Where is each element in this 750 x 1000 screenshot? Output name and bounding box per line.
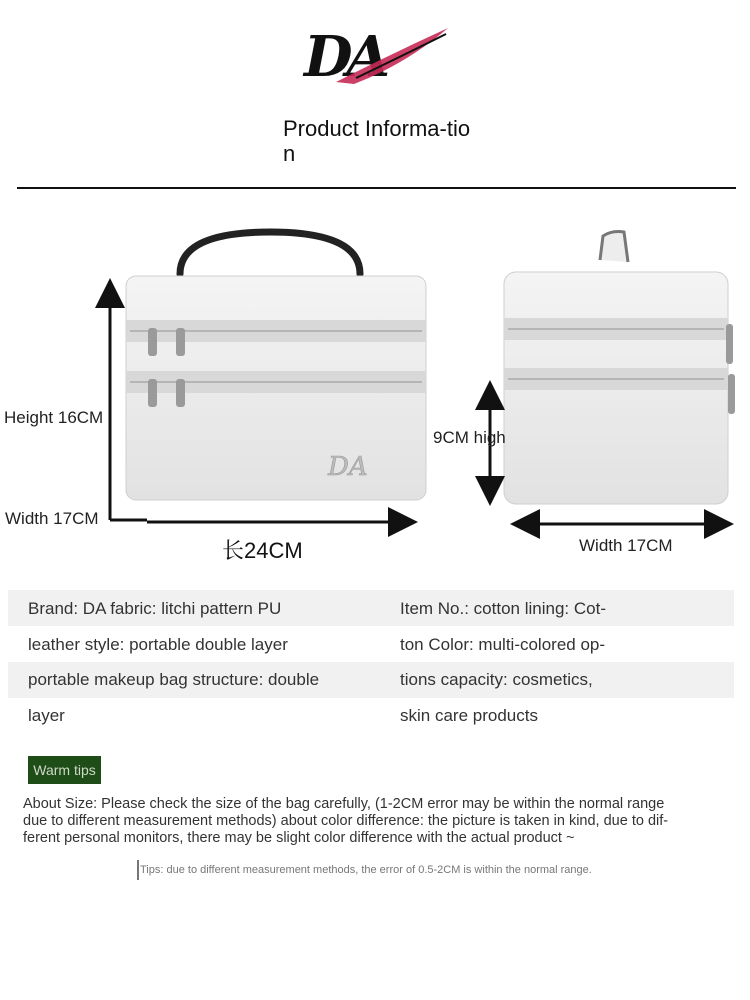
bag-illustration <box>0 200 750 580</box>
height-label: Height 16CM <box>4 408 104 427</box>
brand-logo-text: DA <box>304 24 385 88</box>
spec-column-left <box>28 591 358 733</box>
footnote-text: Tips: due to different measurement methods, the error of 0.5-2CM is within the normal range. <box>140 864 592 876</box>
zipper-pull <box>148 379 157 407</box>
about-size-text <box>23 796 713 847</box>
spec-line: portable makeup bag structure: double <box>28 670 320 689</box>
bag-side-view <box>504 232 735 505</box>
about-line: About Size: Please check the size of the bag carefully, (1-2CM error may be within the normal range <box>23 796 665 812</box>
width-label-left: Width 17CM <box>5 509 99 528</box>
spec-line: Brand: DA fabric: litchi pattern PU <box>28 599 282 618</box>
spec-line: skin care products <box>400 705 538 725</box>
page-title: Product Informa-tion <box>283 116 471 166</box>
bag-front-view <box>126 232 426 500</box>
zipper-pull <box>176 379 185 407</box>
zipper-pull <box>176 328 185 356</box>
layer-height-label: 9CM high <box>433 428 506 447</box>
title-divider <box>17 187 736 189</box>
bag-logo-emboss: DA <box>328 452 368 482</box>
length-label: 长24CM <box>222 538 303 563</box>
spec-line: tions capacity: cosmetics, <box>400 670 593 689</box>
spec-line: ton Color: multi-colored op- <box>400 634 606 654</box>
zipper-pull <box>728 374 735 414</box>
spec-column-right <box>400 591 730 733</box>
about-line: due to different measurement methods) about color difference: the picture is taken in kind, due to dif- <box>23 813 669 829</box>
zipper-pull <box>726 324 733 364</box>
width-label-right: Width 17CM <box>579 536 673 555</box>
warm-tips-badge: Warm tips <box>28 756 101 784</box>
zipper-pull <box>148 328 157 356</box>
spec-line: leather style: portable double layer <box>28 634 288 654</box>
footnote-marker <box>137 860 139 880</box>
spec-line: Item No.: cotton lining: Cot- <box>400 599 606 618</box>
spec-line: layer <box>28 705 65 725</box>
product-dimension-figure <box>0 200 750 580</box>
about-line: ferent personal monitors, there may be slight color difference with the actual product ~ <box>23 830 575 846</box>
brand-logo <box>296 24 454 88</box>
